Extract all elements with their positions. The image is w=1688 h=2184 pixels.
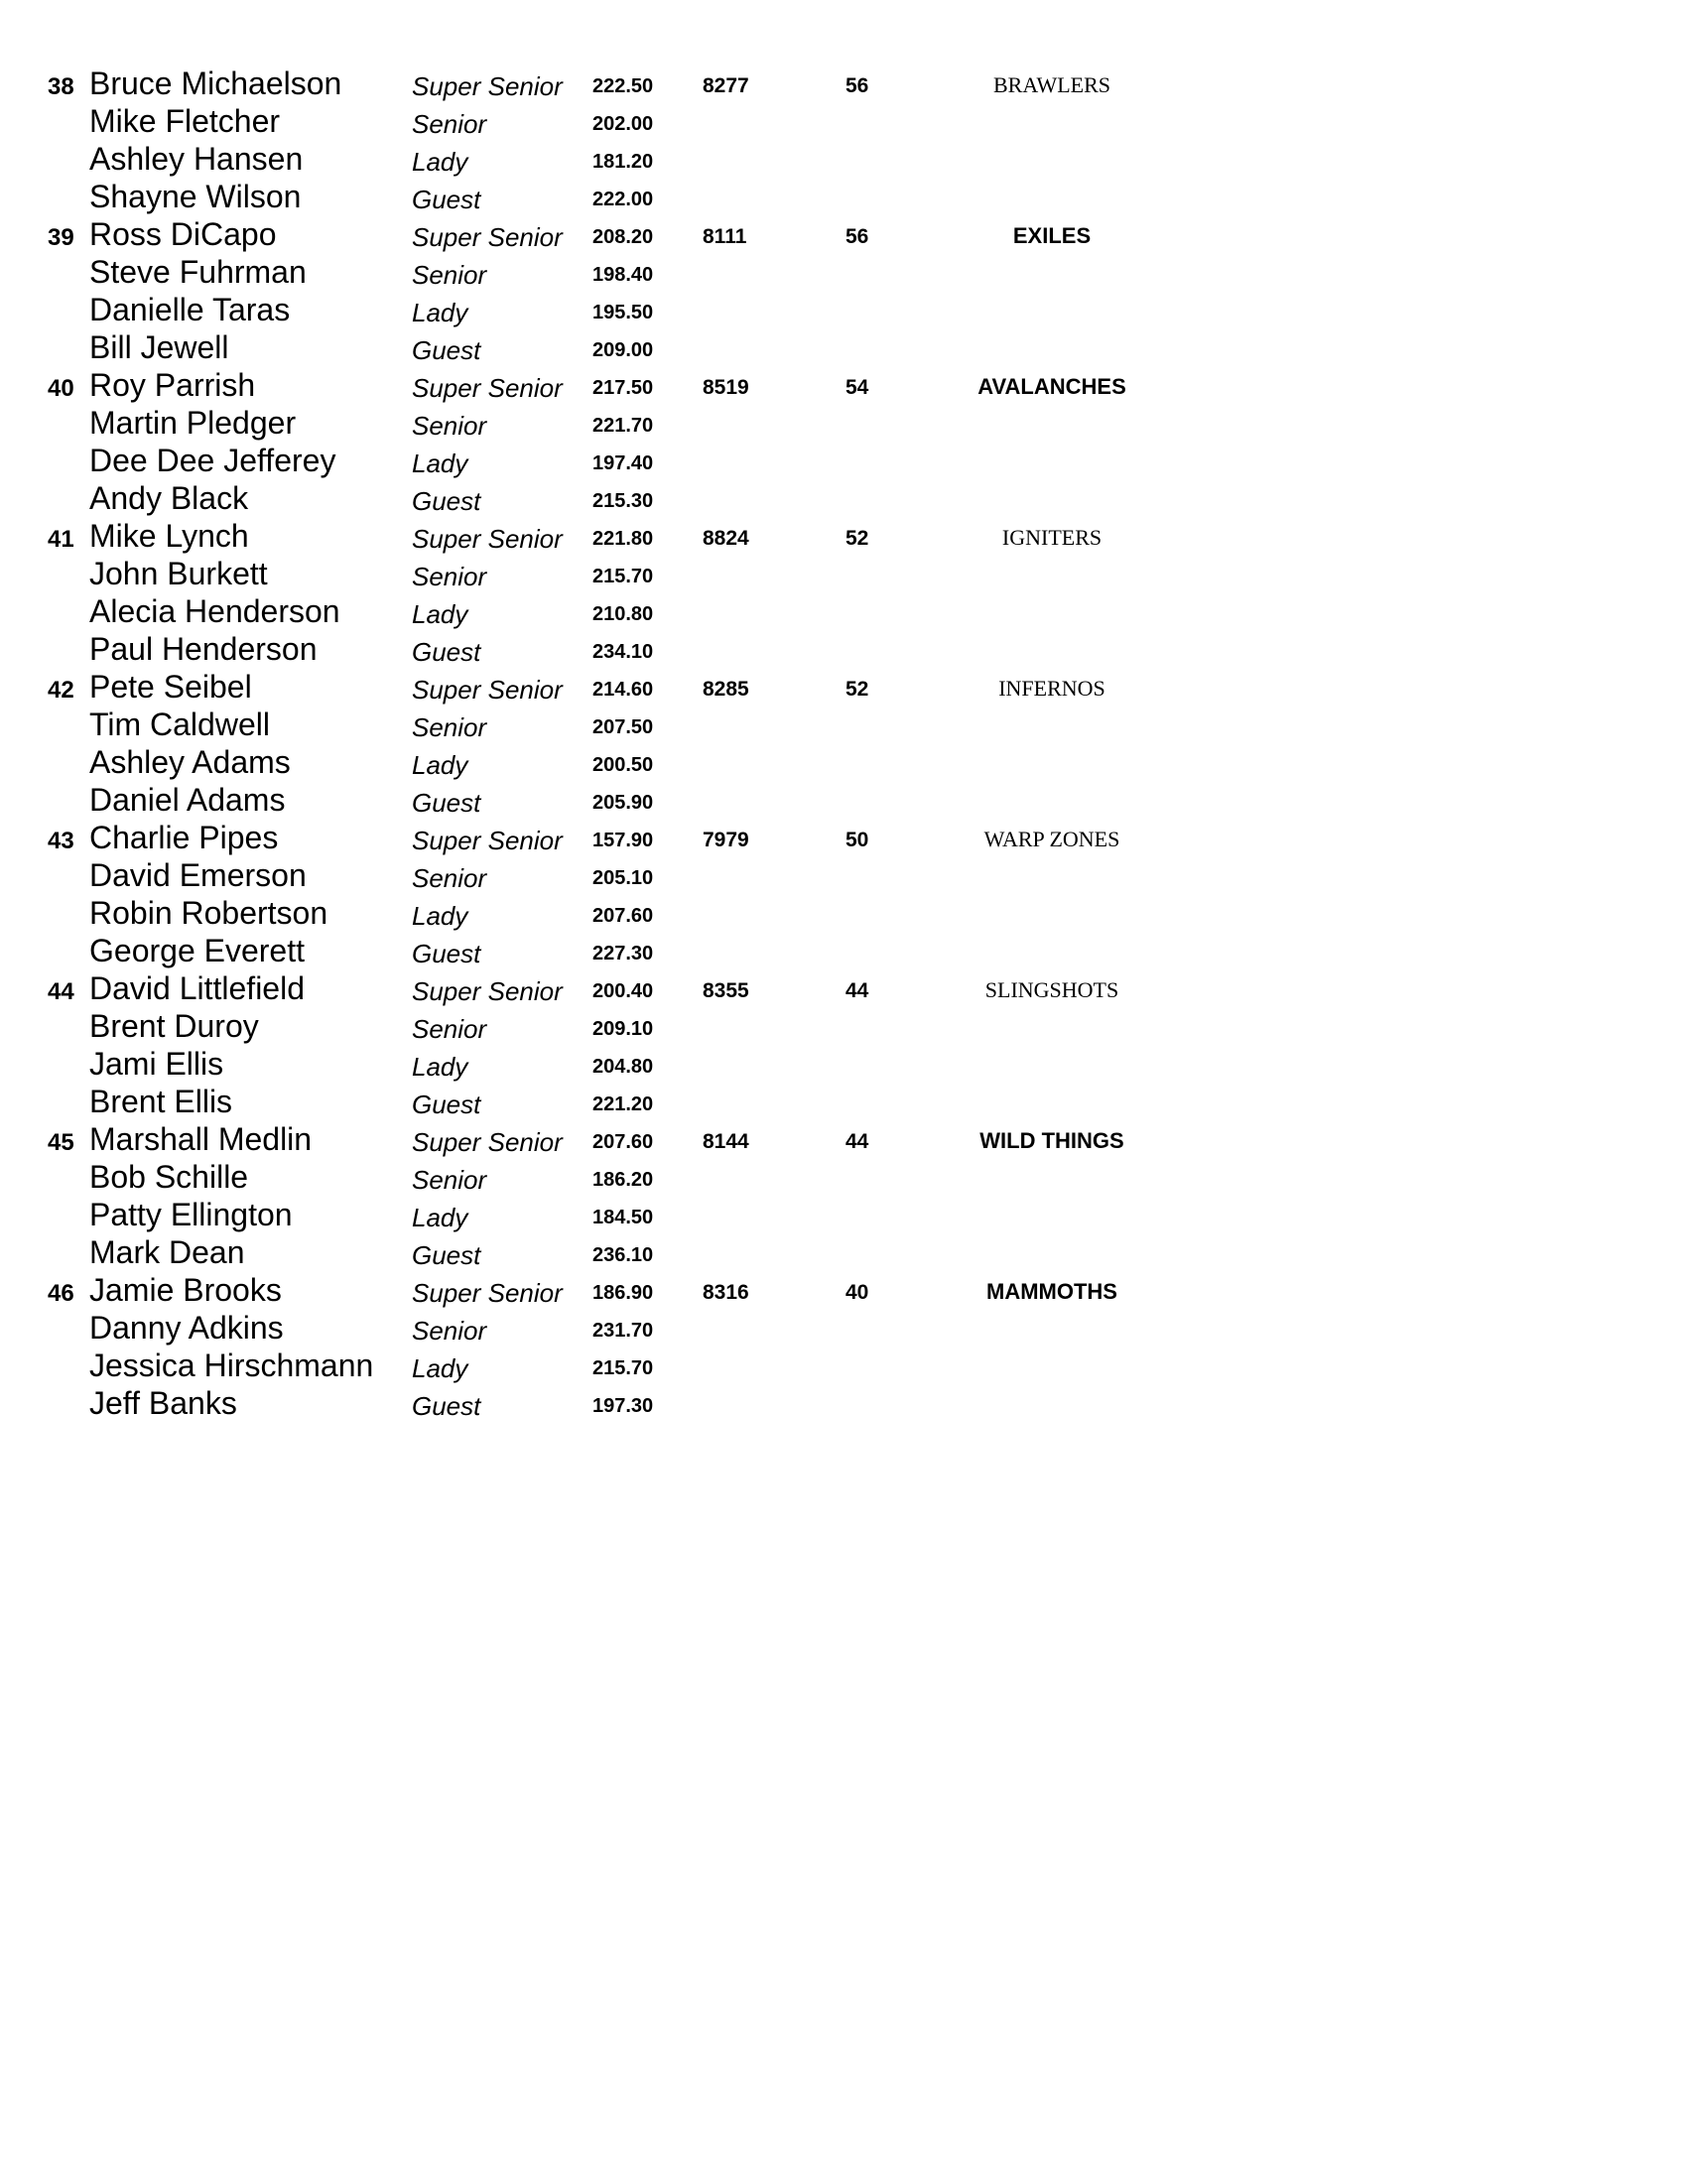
member-row [0,1193,1688,1230]
team-rank: 38 [48,73,74,100]
member-row [0,1155,1688,1193]
bowler-average: 202.00 [592,113,654,135]
member-row [0,1230,1688,1268]
bowler-average: 214.60 [592,679,654,701]
bowler-average: 205.10 [592,867,654,889]
bowler-name: Roy Parrish [89,367,256,403]
bowler-division: Senior [412,562,487,591]
team-pins: 8285 [703,678,749,701]
bowler-average: 215.70 [592,1357,654,1379]
team-rank: 43 [48,828,74,854]
bowler-name: Shayne Wilson [89,179,302,214]
member-row [0,778,1688,816]
bowler-name: Ashley Hansen [89,141,304,177]
team-rank: 45 [48,1129,74,1156]
bowler-average: 186.20 [592,1169,654,1191]
bowler-average: 184.50 [592,1207,654,1228]
bowler-name: Alecia Henderson [89,593,340,629]
bowler-average: 197.40 [592,452,654,474]
team-rank: 44 [48,978,74,1005]
bowler-name: Mike Lynch [89,518,249,554]
member-row [0,1268,1688,1306]
team-points: 54 [845,376,869,399]
bowler-division: Guest [412,486,481,516]
bowler-name: Paul Henderson [89,631,318,667]
bowler-division: Senior [412,712,487,742]
member-row [0,929,1688,966]
member-row [0,514,1688,552]
member-row [0,212,1688,250]
bowler-name: Mark Dean [89,1234,245,1270]
team-pins: 8824 [703,527,749,550]
bowler-name: Danny Adkins [89,1310,284,1346]
bowler-average: 234.10 [592,641,654,663]
team-name: BRAWLERS [992,72,1111,97]
member-row [0,589,1688,627]
bowler-average: 200.40 [592,980,654,1002]
bowler-name: Patty Ellington [89,1197,293,1232]
bowler-average: 221.80 [592,528,654,550]
bowler-division: Lady [412,901,468,931]
bowler-name: Jeff Banks [89,1385,237,1421]
bowler-division: Lady [412,1353,468,1383]
team-points: 52 [845,527,869,550]
bowler-average: 198.40 [592,264,654,286]
bowler-division: Guest [412,1391,481,1421]
bowler-division: Lady [412,147,468,177]
member-row [0,288,1688,325]
bowler-division: Super Senior [412,976,563,1006]
member-row [0,703,1688,740]
bowler-name: George Everett [89,933,305,968]
bowler-average: 209.00 [592,339,654,361]
bowler-division: Lady [412,750,468,780]
bowler-division: Lady [412,599,468,629]
bowler-name: Jessica Hirschmann [89,1348,374,1383]
bowler-division: Guest [412,788,481,818]
member-row [0,325,1688,363]
team-rank: 41 [48,526,74,553]
member-row [0,62,1688,99]
team-block [0,212,1688,363]
team-block [0,665,1688,816]
bowler-name: Bill Jewell [89,329,229,365]
member-row [0,175,1688,212]
bowler-division: Lady [412,298,468,327]
member-row [0,552,1688,589]
bowler-name: Dee Dee Jefferey [89,443,336,478]
team-name: EXILES [1012,223,1092,248]
bowler-name: Bruce Michaelson [89,65,342,101]
team-block [0,62,1688,212]
team-rank: 42 [48,677,74,704]
team-rank: 46 [48,1280,74,1307]
team-name: WARP ZONES [983,827,1120,851]
bowler-division: Senior [412,1316,487,1346]
bowler-division: Senior [412,411,487,441]
team-pins: 8355 [703,979,749,1002]
bowler-name: John Burkett [89,556,268,591]
bowler-average: 210.80 [592,603,654,625]
bowler-division: Guest [412,185,481,214]
bowler-average: 222.50 [592,75,654,97]
bowler-average: 221.70 [592,415,654,437]
member-row [0,816,1688,853]
team-pins: 8144 [703,1130,749,1153]
bowler-average: 217.50 [592,377,654,399]
member-row [0,740,1688,778]
team-points: 56 [845,225,869,248]
bowler-name: Andy Black [89,480,249,516]
bowler-name: Mike Fletcher [89,103,281,139]
team-pins: 7979 [703,829,749,851]
bowler-average: 215.30 [592,490,654,512]
bowler-name: Pete Seibel [89,669,252,705]
bowler-name: Charlie Pipes [89,820,279,855]
member-row [0,99,1688,137]
member-row [0,137,1688,175]
team-block [0,816,1688,966]
team-block [0,363,1688,514]
bowler-average: 222.00 [592,189,654,210]
member-row [0,1080,1688,1117]
team-points: 52 [845,678,869,701]
member-row [0,627,1688,665]
bowler-division: Super Senior [412,524,563,554]
bowler-name: Jami Ellis [89,1046,224,1082]
team-points: 56 [845,74,869,97]
bowler-average: 236.10 [592,1244,654,1266]
team-pins: 8519 [703,376,749,399]
bowler-division: Senior [412,260,487,290]
bowler-average: 207.60 [592,1131,654,1153]
bowler-name: Ross DiCapo [89,216,277,252]
bowler-name: Daniel Adams [89,782,286,818]
team-pins: 8111 [703,225,747,248]
team-points: 44 [845,979,869,1002]
bowler-name: David Littlefield [89,970,305,1006]
bowler-division: Super Senior [412,222,563,252]
bowler-division: Super Senior [412,373,563,403]
member-row [0,1344,1688,1381]
bowler-average: 207.50 [592,716,654,738]
bowler-average: 208.20 [592,226,654,248]
bowler-division: Super Senior [412,1127,563,1157]
bowler-average: 221.20 [592,1093,654,1115]
bowler-division: Senior [412,1165,487,1195]
bowler-division: Guest [412,335,481,365]
bowler-division: Senior [412,109,487,139]
member-row [0,1004,1688,1042]
member-row [0,363,1688,401]
bowler-name: Robin Robertson [89,895,328,931]
bowler-division: Guest [412,1240,481,1270]
bowler-division: Lady [412,1203,468,1232]
member-row [0,476,1688,514]
member-row [0,439,1688,476]
bowler-name: Brent Duroy [89,1008,259,1044]
team-name: INFERNOS [998,676,1105,701]
bowler-average: 209.10 [592,1018,654,1040]
bowler-division: Guest [412,939,481,968]
member-row [0,665,1688,703]
member-row [0,891,1688,929]
team-rank: 40 [48,375,74,402]
bowler-division: Senior [412,863,487,893]
team-points: 50 [845,829,869,851]
team-pins: 8277 [703,74,749,97]
bowler-average: 157.90 [592,830,654,851]
member-row [0,1042,1688,1080]
member-row [0,250,1688,288]
team-pins: 8316 [703,1281,749,1304]
team-block [0,1268,1688,1419]
bowler-name: Marshall Medlin [89,1121,313,1157]
bowler-average: 215.70 [592,566,654,587]
bowler-average: 195.50 [592,302,654,323]
bowler-name: Danielle Taras [89,292,291,327]
bowler-division: Guest [412,1090,481,1119]
bowler-name: Steve Fuhrman [89,254,307,290]
team-name: MAMMOTHS [986,1279,1117,1304]
member-row [0,853,1688,891]
bowler-name: Jamie Brooks [89,1272,282,1308]
bowler-name: Brent Ellis [89,1084,233,1119]
team-block [0,966,1688,1117]
bowler-average: 181.20 [592,151,654,173]
team-block [0,514,1688,665]
bowler-average: 197.30 [592,1395,654,1417]
team-name: IGNITERS [1001,525,1103,550]
member-row [0,966,1688,1004]
team-name: AVALANCHES [977,374,1126,399]
bowler-average: 207.60 [592,905,654,927]
bowler-name: Tim Caldwell [89,707,270,742]
bowler-name: Martin Pledger [89,405,297,441]
team-block [0,1117,1688,1268]
bowler-division: Super Senior [412,826,563,855]
member-row [0,1117,1688,1155]
bowler-division: Super Senior [412,675,563,705]
bowler-average: 205.90 [592,792,654,814]
member-row [0,401,1688,439]
team-name: WILD THINGS [979,1128,1124,1153]
team-name: SLINGSHOTS [984,977,1119,1002]
bowler-division: Lady [412,449,468,478]
bowler-name: Bob Schille [89,1159,249,1195]
bowler-average: 200.50 [592,754,654,776]
bowler-division: Super Senior [412,1278,563,1308]
bowler-division: Super Senior [412,71,563,101]
bowler-name: Ashley Adams [89,744,291,780]
member-row [0,1306,1688,1344]
bowler-average: 231.70 [592,1320,654,1342]
bowler-division: Senior [412,1014,487,1044]
team-points: 40 [845,1281,869,1304]
bowler-division: Lady [412,1052,468,1082]
team-rank: 39 [48,224,74,251]
bowler-average: 227.30 [592,943,654,964]
bowler-average: 186.90 [592,1282,654,1304]
bowler-name: David Emerson [89,857,307,893]
bowler-average: 204.80 [592,1056,654,1078]
team-points: 44 [845,1130,869,1153]
member-row [0,1381,1688,1419]
bowler-division: Guest [412,637,481,667]
